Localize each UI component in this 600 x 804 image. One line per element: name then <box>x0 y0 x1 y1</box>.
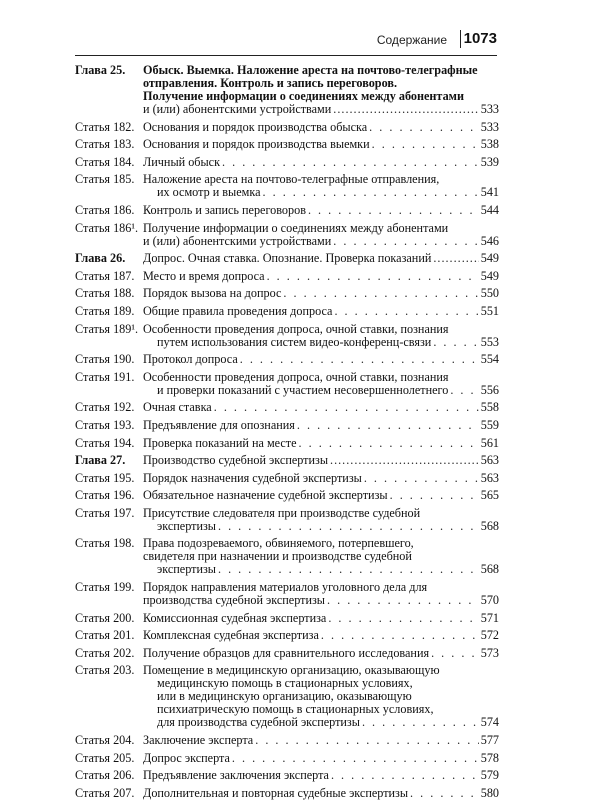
toc-page: 568 <box>480 562 499 577</box>
toc-article-184[interactable] <box>75 156 499 169</box>
table-of-contents <box>75 62 499 804</box>
toc-line: производства судебной экспертизы <box>143 593 325 608</box>
toc-label: Статья 194. <box>75 435 135 450</box>
toc-line: Помещение в медицинскую организацию, оказывающую <box>143 664 440 678</box>
toc-line: Комплексная судебная экспертиза <box>143 628 319 643</box>
toc-label: Статья 197. <box>75 505 135 520</box>
toc-label: Статья 202. <box>75 645 135 660</box>
dot-leader <box>372 138 479 151</box>
toc-label: Статья 190. <box>75 352 135 367</box>
toc-line: Порядок направления материалов уголовного дела для <box>143 581 428 595</box>
toc-article-182[interactable] <box>75 121 499 134</box>
toc-line: свидетеля при назначении и производстве судебной <box>143 550 412 564</box>
toc-page: 565 <box>480 488 499 503</box>
dot-leader <box>433 252 478 265</box>
toc-line: их осмотр и выемка <box>157 185 261 200</box>
toc-article-197[interactable] <box>75 507 499 533</box>
toc-line: Получение информации о соединениях между абонентами <box>143 90 464 103</box>
toc-label: Статья 201. <box>75 628 135 643</box>
toc-article-192[interactable] <box>75 401 499 414</box>
dot-leader <box>333 235 478 248</box>
toc-page: 541 <box>480 185 499 200</box>
toc-line: Обыск. Выемка. Наложение ареста на почтово-телеграфные <box>143 64 478 77</box>
dot-leader <box>283 287 478 300</box>
toc-page: 553 <box>480 334 499 349</box>
toc-line: Особенности проведения допроса, очной ставки, познания <box>143 370 449 384</box>
toc-label: Статья 198. <box>75 536 135 551</box>
toc-label: Статья 189¹. <box>75 321 139 336</box>
toc-page: 570 <box>480 593 499 608</box>
toc-article-206[interactable] <box>75 769 499 782</box>
toc-page: 579 <box>480 768 499 783</box>
toc-label: Статья 205. <box>75 750 135 765</box>
dot-leader <box>334 305 478 318</box>
toc-line: Основания и порядок производства выемки <box>143 137 370 152</box>
toc-article-193[interactable] <box>75 419 499 432</box>
toc-label: Статья 189. <box>75 303 135 318</box>
toc-article-194[interactable] <box>75 437 499 450</box>
toc-article-201[interactable] <box>75 629 499 642</box>
toc-page: 558 <box>480 400 499 415</box>
toc-page: 568 <box>480 518 499 533</box>
dot-leader <box>450 384 478 397</box>
toc-line: экспертизы <box>157 562 216 577</box>
toc-article-188[interactable] <box>75 287 499 300</box>
toc-label: Статья 192. <box>75 400 135 415</box>
toc-page: 573 <box>480 645 499 660</box>
dot-leader <box>218 520 479 533</box>
toc-line: Предъявление для опознания <box>143 417 295 432</box>
toc-label: Глава 26. <box>75 251 126 266</box>
toc-page: 533 <box>480 119 499 134</box>
toc-line: психиатрическую помощь в стационарных условиях, <box>157 703 434 717</box>
toc-line: Присутствие следователя при производстве судебной <box>143 506 421 520</box>
dot-leader <box>308 204 479 217</box>
toc-page: 533 <box>480 102 499 116</box>
toc-page: 556 <box>480 382 499 397</box>
header-separator <box>460 30 461 48</box>
toc-page: 546 <box>480 233 499 248</box>
toc-label: Статья 193. <box>75 417 135 432</box>
section-title: Содержание <box>376 33 447 47</box>
toc-label: Статья 185. <box>75 172 135 187</box>
toc-line: Предъявление заключения эксперта <box>143 768 329 783</box>
toc-chapter-25[interactable] <box>75 64 499 116</box>
toc-article-185[interactable] <box>75 173 499 199</box>
toc-page: 559 <box>480 417 499 432</box>
toc-line: Порядок назначения судебной экспертизы <box>143 470 362 485</box>
toc-label: Глава 27. <box>75 453 126 468</box>
toc-article-196[interactable] <box>75 489 499 502</box>
toc-line: Получение образцов для сравнительного исследования <box>143 645 430 660</box>
dot-leader <box>222 156 479 169</box>
toc-label: Статья 182. <box>75 119 135 134</box>
toc-page: 563 <box>480 470 499 485</box>
toc-article-191[interactable] <box>75 371 499 397</box>
toc-line: Общие правила проведения допроса <box>143 303 333 318</box>
toc-article-198[interactable] <box>75 537 499 576</box>
toc-page: 550 <box>480 286 499 301</box>
toc-line: Проверка показаний на месте <box>143 435 297 450</box>
toc-line: Особенности проведения допроса, очной ставки, познания <box>143 322 449 336</box>
toc-article-195[interactable] <box>75 472 499 485</box>
toc-article-189-1[interactable] <box>75 323 499 349</box>
toc-line: Контроль и запись переговоров <box>143 202 306 217</box>
page-number: 1073 <box>463 30 497 47</box>
toc-line: Личный обыск <box>143 154 221 169</box>
toc-page: 561 <box>480 435 499 450</box>
toc-line: для производства судебной экспертизы <box>157 715 360 730</box>
toc-article-203[interactable] <box>75 664 499 729</box>
toc-label: Статья 183. <box>75 137 135 152</box>
toc-article-186-1[interactable] <box>75 222 499 248</box>
running-header <box>0 30 497 54</box>
toc-line: и (или) абонентскими устройствами <box>143 233 332 248</box>
toc-page: 551 <box>480 303 499 318</box>
dot-leader <box>390 489 479 502</box>
toc-label: Статья 199. <box>75 580 135 595</box>
toc-label: Статья 203. <box>75 663 135 678</box>
toc-line: Протокол допроса <box>143 352 238 367</box>
dot-leader <box>263 186 479 199</box>
toc-article-190[interactable] <box>75 353 499 366</box>
toc-page: 563 <box>480 453 499 468</box>
toc-chapter-26[interactable] <box>75 252 499 265</box>
toc-article-200[interactable] <box>75 612 499 625</box>
toc-line: Дополнительная и повторная судебные экспертизы <box>143 785 409 800</box>
toc-page: 571 <box>480 610 499 625</box>
dot-leader <box>330 454 479 467</box>
toc-label: Глава 25. <box>75 63 126 77</box>
dot-leader <box>297 419 479 432</box>
toc-article-207[interactable] <box>75 787 499 800</box>
dot-leader <box>364 472 479 485</box>
dot-leader <box>267 270 479 283</box>
dot-leader <box>218 563 479 576</box>
toc-line: путем использования систем видео-конференц-связи <box>157 334 432 349</box>
toc-page: 578 <box>480 750 499 765</box>
toc-line: Получение информации о соединениях между абонентами <box>143 221 449 235</box>
toc-page: 577 <box>480 733 499 748</box>
toc-page: 580 <box>480 785 499 800</box>
toc-article-204[interactable] <box>75 734 499 747</box>
dot-leader <box>333 103 478 116</box>
toc-label: Статья 195. <box>75 470 135 485</box>
toc-line: Порядок вызова на допрос <box>143 286 282 301</box>
toc-label: Статья 186. <box>75 202 135 217</box>
toc-page: 572 <box>480 628 499 643</box>
dot-leader <box>240 353 479 366</box>
dot-leader <box>255 734 479 747</box>
toc-page: 538 <box>480 137 499 152</box>
header-rule <box>75 55 497 56</box>
toc-label: Статья 191. <box>75 369 135 384</box>
toc-page: 554 <box>480 352 499 367</box>
toc-page: 549 <box>480 251 499 266</box>
dot-leader <box>232 752 479 765</box>
toc-label: Статья 188. <box>75 286 135 301</box>
toc-article-186[interactable] <box>75 204 499 217</box>
dot-leader <box>299 437 479 450</box>
toc-line: или в медицинскую организацию, оказывающую <box>157 690 412 704</box>
toc-article-202[interactable] <box>75 647 499 660</box>
toc-line: Допрос эксперта <box>143 750 230 765</box>
dot-leader <box>362 716 479 729</box>
toc-line: Права подозреваемого, обвиняемого, потерпевшего, <box>143 537 414 551</box>
dot-leader <box>327 594 479 607</box>
dot-leader <box>431 647 479 660</box>
toc-line: и проверки показаний с участием несовершеннолетнего <box>157 382 449 397</box>
toc-line: Очная ставка <box>143 400 212 415</box>
toc-line: Заключение эксперта <box>143 733 254 748</box>
toc-line: Производство судебной экспертизы <box>143 453 329 468</box>
toc-line: и (или) абонентскими устройствами <box>143 102 332 116</box>
toc-label: Статья 186¹. <box>75 220 139 235</box>
dot-leader <box>321 629 479 642</box>
toc-label: Статья 200. <box>75 610 135 625</box>
toc-page: 549 <box>480 268 499 283</box>
toc-article-183[interactable] <box>75 138 499 151</box>
toc-article-187[interactable] <box>75 270 499 283</box>
toc-label: Статья 196. <box>75 488 135 503</box>
toc-chapter-27[interactable] <box>75 454 499 467</box>
toc-article-199[interactable] <box>75 581 499 607</box>
dot-leader <box>433 336 478 349</box>
toc-page: 544 <box>480 202 499 217</box>
dot-leader <box>369 121 479 134</box>
toc-line: медицинскую помощь в стационарных условиях, <box>157 677 413 691</box>
toc-line: Комиссионная судебная экспертиза <box>143 610 327 625</box>
dot-leader <box>331 769 479 782</box>
toc-line: Наложение ареста на почтово-телеграфные отправления, <box>143 173 440 187</box>
toc-page: 574 <box>480 715 499 730</box>
dot-leader <box>328 612 478 625</box>
dot-leader <box>214 401 479 414</box>
toc-line: Допрос. Очная ставка. Опознание. Проверка показаний <box>143 251 432 266</box>
toc-label: Статья 204. <box>75 733 135 748</box>
toc-line: Обязательное назначение судебной экспертизы <box>143 488 388 503</box>
toc-line: отправления. Контроль и запись переговоров. <box>143 77 398 90</box>
toc-label: Статья 207. <box>75 785 135 800</box>
toc-label: Статья 184. <box>75 154 135 169</box>
dot-leader <box>410 787 479 800</box>
toc-line: Место и время допроса <box>143 268 265 283</box>
toc-line: Основания и порядок производства обыска <box>143 119 368 134</box>
toc-article-205[interactable] <box>75 752 499 765</box>
toc-article-189[interactable] <box>75 305 499 318</box>
toc-line: экспертизы <box>157 518 216 533</box>
toc-page: 539 <box>480 154 499 169</box>
toc-label: Статья 206. <box>75 768 135 783</box>
toc-label: Статья 187. <box>75 268 135 283</box>
